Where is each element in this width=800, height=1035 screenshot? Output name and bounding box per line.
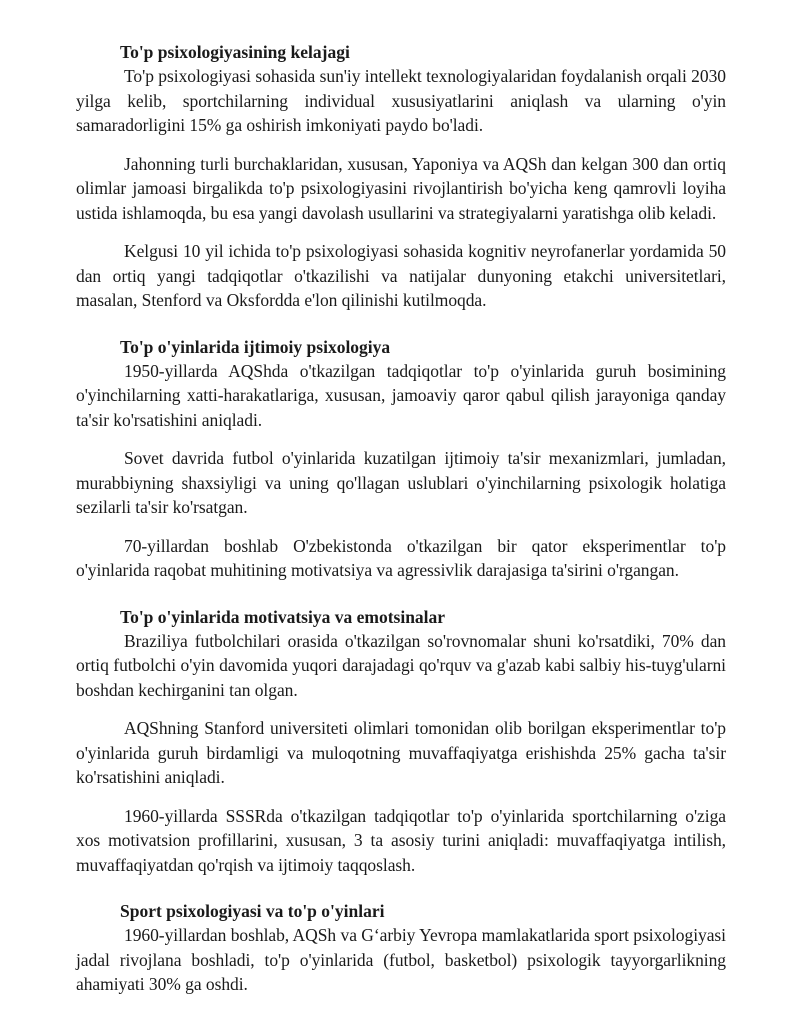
paragraph: To'p psixologiyasi sohasida sun'iy intellekt texnologiyalaridan foydalanish orqali 2030 yilga kelib, sportchilarning individual xususiyatlarini aniqlash va ularning o'yin samaradorligini 15% ga oshirish imkoniyati paydo bo'ladi. (76, 66, 726, 135)
section-heading: To'p o'yinlarida motivatsiya va emotsinalar (120, 606, 446, 627)
paragraph: Kelgusi 10 yil ichida to'p psixologiyasi sohasida kognitiv neyrofanerlar yordamida 50 dan ortiq yangi tadqiqotlar o'tkazilishi va natijalar dunyoning etakchi universitetlari, masalan, Stenford va Oksfordda e'lon qilinishi kutilmoqda. (76, 241, 726, 310)
paragraph: Jahonning turli burchaklaridan, xususan, Yaponiya va AQSh dan kelgan 300 dan ortiq olimlar jamoasi birgalikda to'p psixologiyasini rivojlantirish bo'yicha keng qamrovli loyiha ustida ishlamoqda, bu esa yangi davolash usullarini va strategiyalarni yaratishga olib keladi. (76, 153, 726, 223)
section-heading: To'p o'yinlarida ijtimoiy psixologiya (120, 336, 391, 357)
paragraph: 1960-yillardan boshlab, AQSh va G‘arbiy Yevropa mamlakatlarida sport psixologiyasi jadal rivojlana boshladi, to'p o'yinlarida (futbol, basketbol) psixologik tayyorgarlikning ahamiyati 30% ga oshdi. (76, 925, 726, 994)
paragraph: AQShning Stanford universiteti olimlari tomonidan olib borilgan eksperimentlar to'p o'yinlarida guruh birdamligi va muloqotning muvaffaqiyatga erishishda 25% gacha ta'sir ko'rsatishini aniqladi. (76, 718, 726, 787)
section-motivation-and-emotions (76, 605, 726, 878)
section-heading: Sport psixologiyasi va to'p o'yinlari (120, 901, 385, 921)
section-heading: To'p psixologiyasining kelajagi (120, 42, 350, 62)
paragraph: 1950-yillarda AQShda o'tkazilgan tadqiqotlar to'p o'yinlarida guruh bosimining o'yinchilarning xatti-harakatlariga, xususan, jamoaviy qaror qabul qilish jarayoniga qanday ta'sir ko'rsatishini aniqladi. (76, 360, 726, 430)
paragraph: Sovet davrida futbol o'yinlarida kuzatilgan ijtimoiy ta'sir mexanizmlari, jumladan, murabbiyning shaxsiyligi va uning qo'llagan uslublari o'yinchilarning psixologik holatiga sezilarli ta'sir ko'rsatgan. (76, 448, 726, 517)
paragraph: 70-yillardan boshlab O'zbekistonda o'tkazilgan bir qator eksperimentlar to'p o'yinlarida raqobat muhitining motivatsiya va agressivlik darajasiga ta'sirini o'rgangan. (76, 535, 726, 580)
paragraph: Braziliya futbolchilari orasida o'tkazilgan so'rovnomalar shuni ko'rsatdiki, 70% dan ortiq futbolchi o'yin davomida yuqori darajadagi qo'rquv va g'azab kabi salbiy his-tuyg'ularni boshdan kechirganini tan olgan. (76, 630, 726, 700)
document-page (76, 40, 726, 1019)
section-sport-psychology (76, 899, 726, 997)
section-future-of-ball-psychology (76, 40, 726, 313)
section-social-psychology (76, 335, 726, 583)
paragraph: 1960-yillarda SSSRda o'tkazilgan tadqiqotlar to'p o'yinlarida sportchilarning o'ziga xos motivatsion profillarini, xususan, 3 ta asosiy turini aniqladi: muvaffaqiyatga intilish, muvaffaqiyatdan qo'rqish va ijtimoiy taqqoslash. (76, 805, 726, 875)
